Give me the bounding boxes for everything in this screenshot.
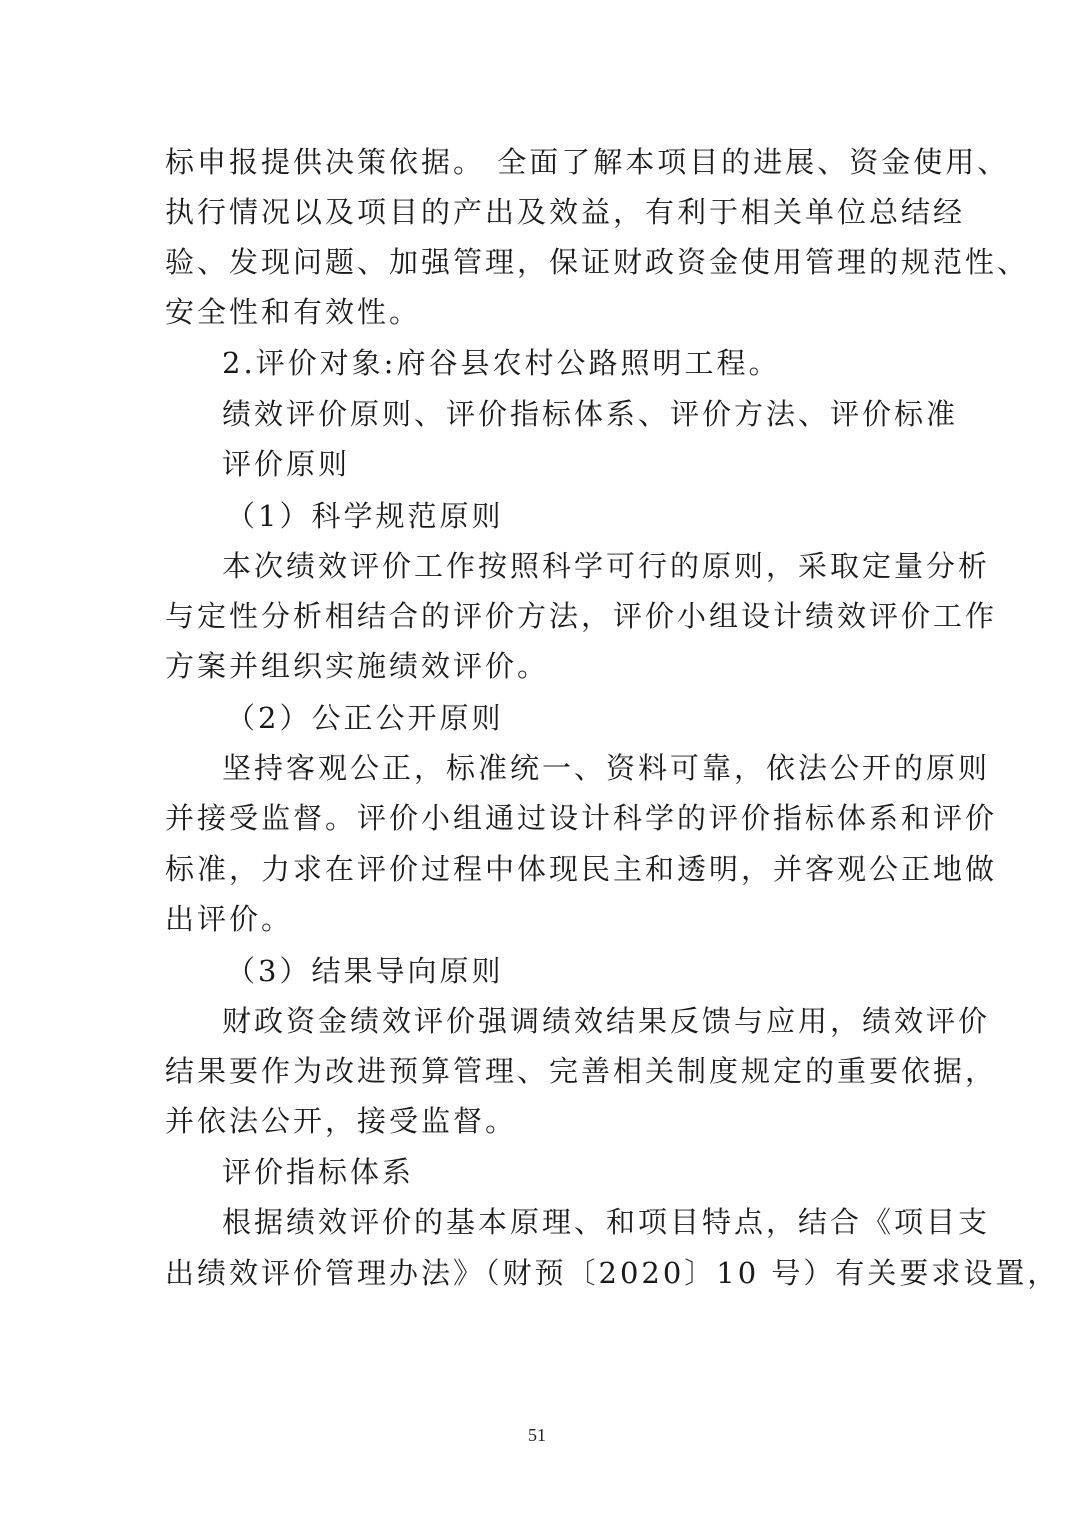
text-line: 结果要作为改进预算管理、完善相关制度规定的重要依据， (165, 1054, 998, 1088)
text-line: 根据绩效评价的基本原理、和项目特点，结合《项目支 (222, 1205, 991, 1239)
text-line: 执行情况以及项目的产出及效益，有利于相关单位总结经 (165, 195, 966, 229)
principle-heading: （2）公正公开原则 (226, 701, 504, 735)
page-number: 51 (528, 1425, 546, 1445)
evaluation-object: 2.评价对象:府谷县农村公路照明工程。 (222, 346, 781, 380)
text-line: 本次绩效评价工作按照科学可行的原则，采取定量分析 (222, 549, 991, 583)
text-line: 财政资金绩效评价强调绩效结果反馈与应用，绩效评价 (222, 1004, 991, 1038)
text-line: 坚持客观公正，标准统一、资料可靠，依法公开的原则 (222, 751, 991, 785)
text-line: 出评价。 (165, 902, 294, 936)
section-heading: 绩效评价原则、评价指标体系、评价方法、评价标准 (222, 397, 959, 431)
text-line: 与定性分析相结合的评价方法，评价小组设计绩效评价工作 (165, 599, 998, 633)
text-line: 方案并组织实施绩效评价。 (165, 649, 550, 683)
text-line: 验、发现问题、加强管理，保证财政资金使用管理的规范性、 (165, 245, 1030, 279)
text-line: 安全性和有效性。 (165, 295, 422, 329)
principle-heading: （3）结果导向原则 (226, 954, 504, 988)
text-line: 并依法公开，接受监督。 (165, 1104, 518, 1138)
text-line: 并接受监督。评价小组通过设计科学的评价指标体系和评价 (165, 801, 998, 835)
text-line: 出绩效评价管理办法》（财预〔2020〕10 号）有关要求设置， (165, 1256, 1060, 1290)
subsection-heading: 评价原则 (222, 447, 351, 481)
text-line: 标准，力求在评价过程中体现民主和透明，并客观公正地做 (165, 852, 998, 886)
subsection-heading: 评价指标体系 (222, 1155, 415, 1189)
text-line: 标申报提供决策依据。 全面了解本项目的进展、资金使用、 (165, 145, 1010, 179)
principle-heading: （1）科学规范原则 (226, 499, 504, 533)
